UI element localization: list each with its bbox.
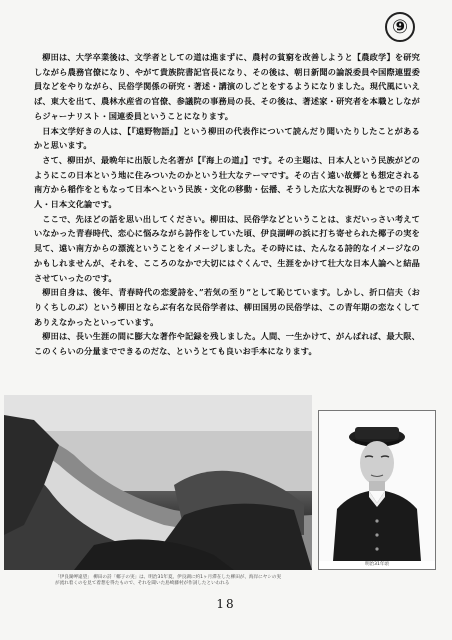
paragraph: さて、柳田が、最晩年に出版した名著が【『海上の道』】です。その主題は、日本人という民族がどのようにこの日本という地に住みついたのかという壮大なテーマです。その古く遠い故郷とも想定される南方から稲作をともなって日本へという民族・文化の移動・伝播、そうした広大な視野のもとでの日本人・日本文化論です。: [34, 154, 420, 210]
paragraph: 柳田は、長い生涯の間に膨大な著作や記録を残しました。人間、一生かけて、がんばれば、最大限、このくらいの分量までできるのだな、というとても良いお手本になります。: [34, 331, 420, 357]
coast-photo-image: [4, 395, 312, 570]
page-number: 18: [216, 597, 236, 611]
portrait-photo: [318, 410, 436, 570]
paragraph: 柳田自身は、後年、青春時代の恋愛詩を、”若気の至り”として恥じています。しかし、折口信夫（おりくちしのぶ）という柳田とならぶ有名な民俗学者は、柳田国男の民俗学は、この青年期の恋なくしてありえなかったといっています。: [34, 287, 420, 327]
page-badge: ⑨: [385, 12, 415, 42]
paragraph: ここで、先ほどの話を思い出してください。柳田は、民俗学などということは、まだいっさい考えていなかった青春時代、恋心に悩みながら詩作をしていた頃、伊良湖岬の浜に打ち寄せられた椰子の実を見て、遠い南方からの漂流ということをイメージしました。その時には、たんなる詩的なイメージなのかもしれませんが、それを、こころのなかで大切にはぐくんで、生涯をかけて壮大な日本人論へと結晶させていったのです。: [34, 213, 420, 283]
coast-photo-caption: 「伊良湖岬遠望」 柳田の詩「椰子の実」は、明治31年夏、伊良湖に約1ヶ月滞在した柳田が、海岸にヤシの実が流れ着くのを見て着想を得たもので、それを聞いた島崎藤村が作詞したといわれる: [55, 575, 282, 586]
portrait-image: [319, 411, 435, 561]
portrait-caption: 明治31年頃: [365, 562, 389, 567]
paragraph: 柳田は、大学卒業後は、文学者としての道は進まずに、農村の貧窮を改善しようと【農政学】を研究しながら農務官僚になり、やがて貴族院書記官長になり、その後は、朝日新聞の論説委員や国際連盟委員などをやりながら、民俗学関係の研究・著述・講演のしごとをするようになりました。現代風にいえば、東大を出て、農林水産省の官僚、参議院の事務局の長、その後は、著述家・研究者を本職としながらジャーナリスト・国連委員ということになります。: [34, 52, 420, 121]
article-body: [34, 50, 420, 359]
paragraph: 日本文学好きの人は、【『遠野物語』】という柳田の代表作について読んだり聞いたりしたことがあるかと思います。: [34, 125, 420, 151]
coast-photo: [4, 395, 312, 570]
